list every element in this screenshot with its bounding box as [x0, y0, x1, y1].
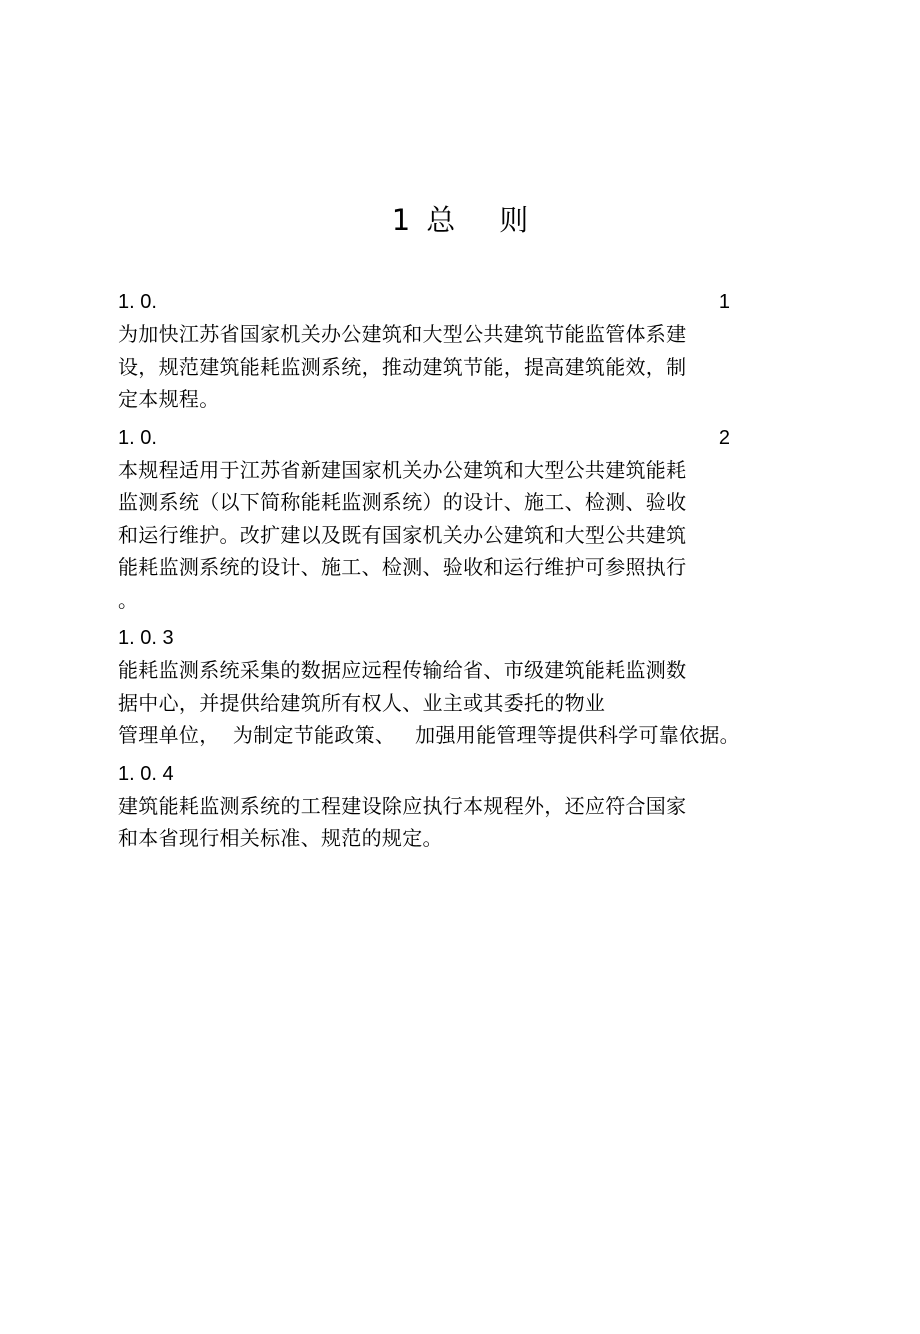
clause-text-line: 设，规范建筑能耗监测系统，推动建筑节能，提高建筑能效，制 [118, 354, 687, 379]
clause-number [118, 622, 730, 654]
clause-number-prefix: 1. 0. [118, 291, 157, 313]
clause-text-line: 。 [118, 587, 139, 612]
chapter-title [0, 200, 920, 240]
clause-text-line: 能耗监测系统的设计、施工、检测、验收和运行维护可参照执行 [118, 555, 687, 579]
clause-text-line: 和本省现行相关标准、规范的规定。 [118, 826, 443, 850]
clause-1-0-1 [118, 286, 730, 416]
clause-1-0-2 [118, 422, 730, 617]
chapter-title-char-1: 总 [426, 203, 456, 237]
clause-number [118, 758, 730, 790]
clause-number [118, 422, 730, 454]
clause-number-text: 1. 0. 3 [118, 627, 174, 649]
clause-text-line: 定本规程。 [118, 387, 220, 411]
chapter-title-char-2: 则 [499, 203, 529, 237]
clause-text-line: 本规程适用于江苏省新建国家机关办公建筑和大型公共建筑能耗 [118, 457, 687, 482]
clause-number [118, 286, 730, 318]
clause-1-0-3 [118, 622, 740, 752]
clause-text-line: 管理单位， 为制定节能政策、 加强用能管理等提供科学可靠依据。 [118, 723, 740, 747]
clause-1-0-4 [118, 758, 730, 855]
clause-number-suffix: 2 [718, 426, 730, 449]
chapter-number: 1 [391, 203, 411, 237]
chapter-body [118, 286, 740, 861]
clause-text-line: 监测系统（以下简称能耗监测系统）的设计、施工、检测、验收 [118, 490, 687, 514]
clause-text-line: 建筑能耗监测系统的工程建设除应执行本规程外，还应符合国家 [118, 793, 687, 818]
clause-text-line: 据中心，并提供给建筑所有权人、业主或其委托的物业 [118, 690, 606, 715]
clause-number-suffix: 1 [718, 291, 730, 313]
clause-text-line: 为加快江苏省国家机关办公建筑和大型公共建筑节能监管体系建 [118, 322, 687, 346]
clause-number-prefix: 1. 0. [118, 426, 157, 449]
clause-number-text: 1. 0. 4 [118, 762, 174, 785]
clause-text-line: 能耗监测系统采集的数据应远程传输给省、市级建筑能耗监测数 [118, 658, 687, 682]
clause-text-line: 和运行维护。改扩建以及既有国家机关办公建筑和大型公共建筑 [118, 522, 687, 547]
